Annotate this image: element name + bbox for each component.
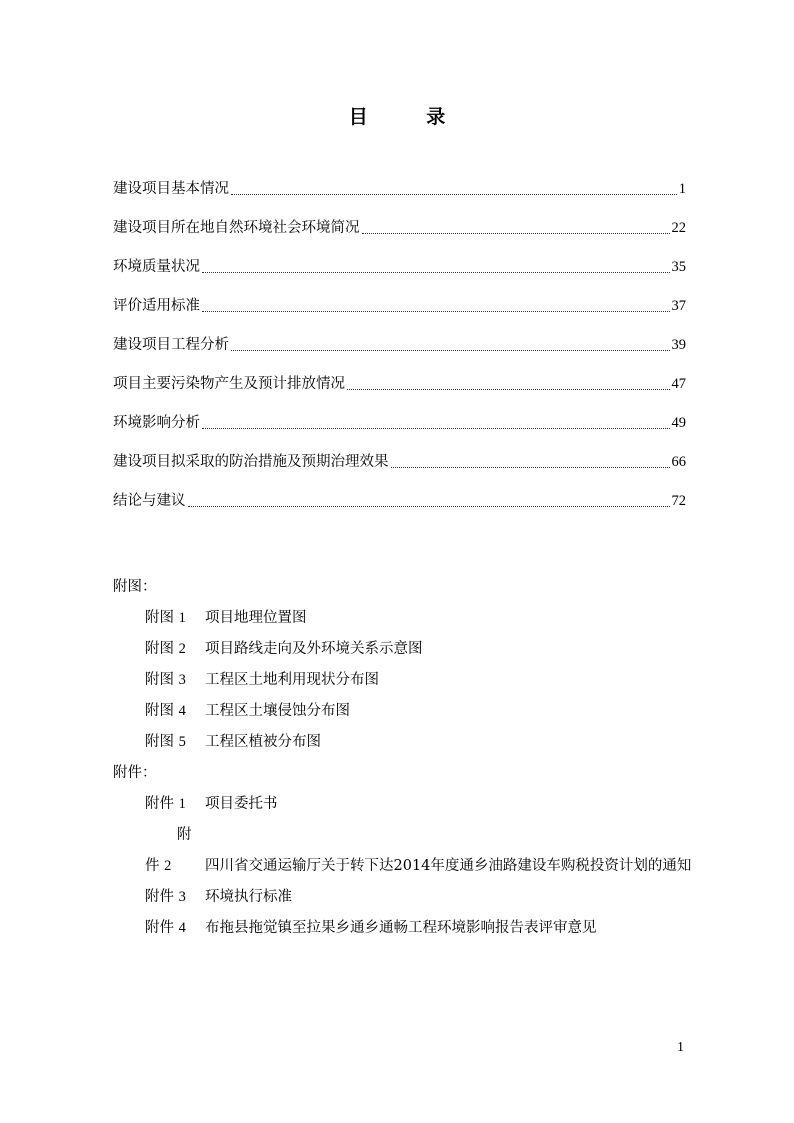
figure-prefix: 附图	[145, 672, 174, 688]
toc-entry[interactable]	[113, 277, 686, 316]
toc-leader-dots	[188, 506, 670, 507]
figure-title: 工程区土壤侵蚀分布图	[205, 703, 350, 719]
figure-item	[113, 634, 698, 665]
attachment-index: 3	[178, 889, 186, 905]
toc-leader-dots	[202, 428, 670, 429]
figure-index: 3	[178, 672, 186, 688]
figure-prefix: 附图	[145, 703, 174, 719]
toc-entry-label: 建设项目所在地自然环境社会环境简况	[113, 220, 360, 236]
attachment-title: 环境执行标准	[205, 889, 292, 905]
toc-entry-page: 1	[678, 181, 686, 197]
toc-entry-label: 环境质量状况	[113, 259, 200, 275]
attachment-title: 项目委托书	[205, 796, 278, 812]
attachment-item	[113, 913, 698, 944]
toc-entry[interactable]	[113, 394, 686, 433]
attachment-item	[113, 882, 698, 913]
figure-item	[113, 727, 698, 758]
figure-title: 项目路线走向及外环境关系示意图	[205, 641, 423, 657]
toc-entry[interactable]	[113, 238, 686, 277]
toc-leader-dots	[347, 389, 670, 390]
figure-index: 5	[178, 734, 186, 750]
appendix-section	[113, 572, 698, 944]
toc-leader-dots	[231, 194, 677, 195]
attachment-index: 4	[178, 920, 186, 936]
toc-entry-label: 结论与建议	[113, 493, 186, 509]
toc-entry-label: 建设项目基本情况	[113, 181, 229, 197]
toc-entry-page: 37	[671, 298, 686, 314]
toc-leader-dots	[231, 350, 670, 351]
toc-entry-label: 环境影响分析	[113, 415, 200, 431]
attachment-prefix: 附件	[145, 889, 174, 905]
attachment-prefix: 附件	[145, 920, 174, 936]
toc-entry-label: 评价适用标准	[113, 298, 200, 314]
figure-index: 4	[178, 703, 186, 719]
toc-entry-page: 35	[671, 259, 686, 275]
toc-entry[interactable]	[113, 316, 686, 355]
toc-leader-dots	[391, 467, 670, 468]
toc-leader-dots	[362, 233, 670, 234]
table-of-contents	[113, 160, 686, 511]
toc-entry-page: 49	[671, 415, 686, 431]
figure-index: 1	[178, 610, 186, 626]
attachment-index: 2	[164, 858, 172, 874]
page-title: 目 录	[348, 106, 472, 128]
toc-entry-label: 建设项目工程分析	[113, 337, 229, 353]
figure-title: 工程区土地利用现状分布图	[205, 672, 379, 688]
toc-entry-page: 47	[671, 376, 686, 392]
figure-title: 项目地理位置图	[205, 610, 307, 626]
attachment-prefix: 附件	[145, 796, 174, 812]
toc-leader-dots	[202, 311, 670, 312]
attachment-item	[113, 820, 698, 882]
figure-item	[113, 696, 698, 727]
figure-item	[113, 603, 698, 634]
toc-entry-page: 72	[671, 493, 686, 509]
toc-entry[interactable]	[113, 433, 686, 472]
attachment-title: 布拖县拖觉镇至拉果乡通乡通畅工程环境影响报告表评审意见	[205, 920, 597, 936]
figure-item	[113, 665, 698, 696]
toc-entry[interactable]	[113, 355, 686, 394]
toc-leader-dots	[202, 272, 670, 273]
figure-title: 工程区植被分布图	[205, 734, 321, 750]
attachment-item	[113, 789, 698, 820]
toc-entry-page: 22	[671, 220, 686, 236]
figures-heading: 附图：	[113, 579, 157, 595]
page-number: 1	[677, 1040, 684, 1055]
toc-entry[interactable]	[113, 472, 686, 511]
attachments-heading: 附件：	[113, 765, 157, 781]
toc-entry-page: 66	[671, 454, 686, 470]
figure-prefix: 附图	[145, 610, 174, 626]
figure-index: 2	[178, 641, 186, 657]
toc-entry-label: 建设项目拟采取的防治措施及预期治理效果	[113, 454, 389, 470]
toc-entry-page: 39	[671, 337, 686, 353]
figure-prefix: 附图	[145, 734, 174, 750]
figure-prefix: 附图	[145, 641, 174, 657]
attachment-prefix: 附件	[145, 827, 192, 874]
toc-entry-label: 项目主要污染物产生及预计排放情况	[113, 376, 345, 392]
toc-entry[interactable]	[113, 160, 686, 199]
toc-entry[interactable]	[113, 199, 686, 238]
attachment-index: 1	[178, 796, 186, 812]
attachment-title: 四川省交通运输厅关于转下达2014年度通乡油路建设车购税投资计划的通知	[205, 858, 692, 874]
